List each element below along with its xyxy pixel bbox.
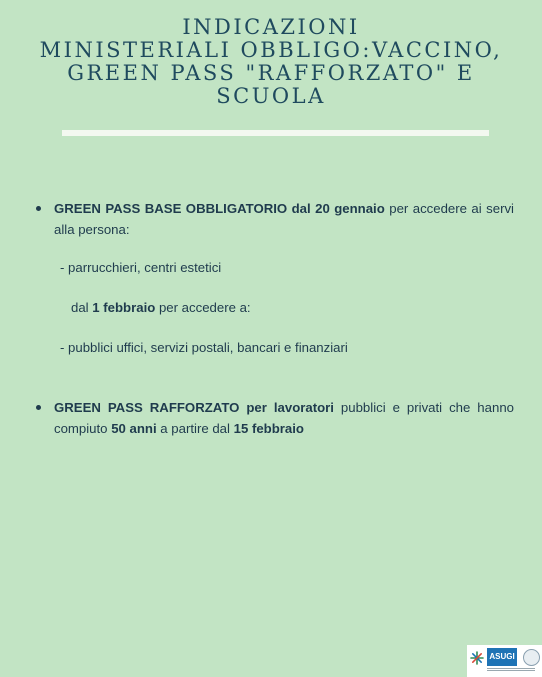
page-title — [20, 16, 522, 108]
bullet1-sub-date — [36, 297, 514, 318]
bullet2-text-b: a partire dal — [156, 421, 234, 436]
bullet2-bold-a: GREEN PASS RAFFORZATO per lavoratori — [54, 400, 334, 415]
star-icon — [470, 651, 484, 665]
bullet1-sub-item-2: - pubblici uffici, servizi postali, bancari e finanziari — [60, 340, 348, 355]
title-divider — [62, 130, 489, 136]
asugi-logo — [467, 645, 542, 677]
sub-date-bold: 1 febbraio — [92, 300, 156, 315]
bullet1-bold: GREEN PASS BASE OBBLIGATORIO dal 20 gennaio — [54, 201, 385, 216]
title-line-4: SCUOLA — [216, 84, 326, 108]
bullet-green-pass-base — [36, 198, 514, 240]
bullet2-bold-b: 50 anni — [111, 421, 157, 436]
title-line-2: MINISTERIALI OBBLIGO:VACCINO, — [39, 38, 503, 62]
logo-text: ASUGI — [487, 648, 517, 666]
seal-icon — [523, 649, 540, 666]
bullet1-text: per accedere ai servi alla persona: — [54, 201, 514, 237]
bullet1-sub-item-1: - parrucchieri, centri estetici — [60, 260, 222, 275]
logo-fine-print — [487, 668, 535, 674]
sub-date-prefix: dal — [71, 300, 93, 315]
bullet-list — [36, 198, 514, 439]
bullet2-text-a: pubblici e privati che hanno compiuto — [54, 400, 514, 436]
title-line-3: GREEN PASS "RAFFORZATO" E — [67, 61, 475, 85]
bullet2-bold-c: 15 febbraio — [233, 421, 304, 436]
title-line-1: INDICAZIONI — [182, 15, 360, 39]
bullet-green-pass-rafforzato — [36, 397, 514, 439]
sub-date-suffix: per accedere a: — [155, 300, 251, 315]
